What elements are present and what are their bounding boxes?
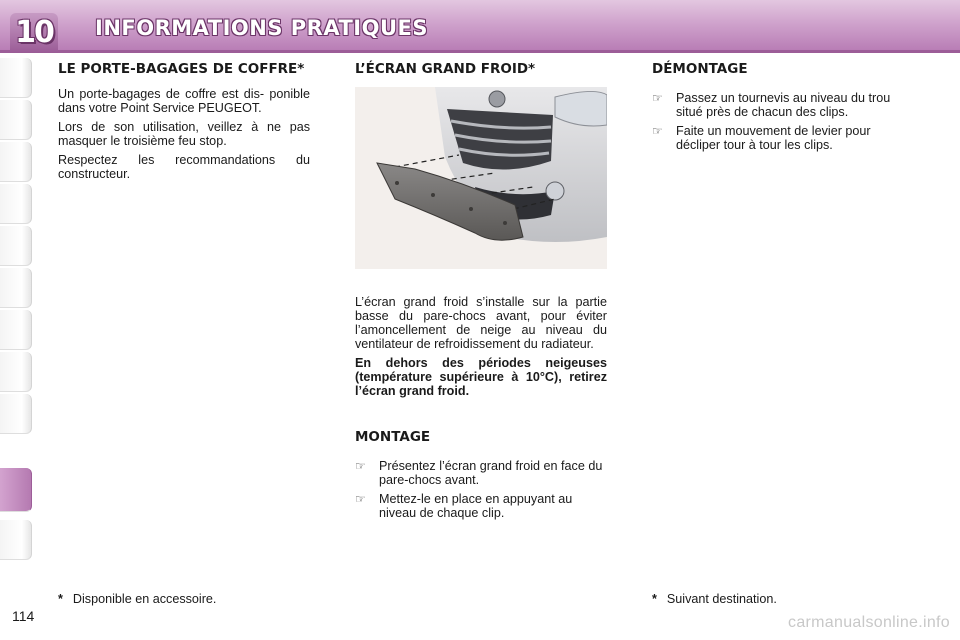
- side-tab-11[interactable]: [0, 520, 32, 560]
- column-ecran-grand-froid: [355, 60, 607, 525]
- heading-porte-bagages: LE PORTE-BAGAGES DE COFFRE*: [58, 61, 305, 77]
- footnote-accessoire: * Disponible en accessoire.: [58, 592, 217, 606]
- heading-demontage: DÉMONTAGE: [652, 61, 748, 77]
- side-tab-4[interactable]: [0, 184, 32, 224]
- paragraph: Un porte-bagages de coffre est dis- ponible dans votre Point Service PEUGEOT.: [58, 87, 310, 115]
- montage-list: [355, 459, 607, 520]
- car-front-drawing: [355, 87, 607, 269]
- list-item: ☞ Présentez l’écran grand froid en face du pare-chocs avant.: [355, 459, 603, 487]
- side-tab-8[interactable]: [0, 352, 32, 392]
- demontage-list: [652, 91, 904, 152]
- pointing-hand-icon: ☞: [355, 459, 366, 473]
- side-tab-6[interactable]: [0, 268, 32, 308]
- list-item: ☞ Faite un mouvement de levier pour décliper tour à tour les clips.: [652, 124, 871, 152]
- footnote-destination: * Suivant destination.: [652, 592, 777, 606]
- watermark: carmanualsonline.info: [788, 614, 950, 631]
- paragraph: Respectez les recommandations du constructeur.: [58, 153, 310, 181]
- grille-cover-illustration: [355, 87, 607, 269]
- side-tab-9[interactable]: [0, 394, 32, 434]
- heading-ecran-grand-froid: L’ÉCRAN GRAND FROID*: [355, 61, 536, 77]
- side-tab-7[interactable]: [0, 310, 32, 350]
- side-tab-2[interactable]: [0, 100, 32, 140]
- heading-montage: MONTAGE: [355, 429, 431, 445]
- page-title: INFORMATIONS PRATIQUES: [95, 16, 428, 40]
- list-item: ☞ Passez un tournevis au niveau du trou situé près de chacun des clips.: [652, 91, 891, 119]
- page-number: 114: [12, 608, 35, 624]
- side-tab-10-active[interactable]: [0, 468, 32, 512]
- paragraph-ecran-description: L’écran grand froid s’installe sur la partie basse du pare-chocs avant, pour éviter l’amoncellement de neige au niveau du ventilateur de refroidissement du radiateur.: [355, 295, 607, 351]
- list-item: ☞ Mettez-le en place en appuyant au niveau de chaque clip.: [355, 492, 573, 520]
- header-rule: [0, 50, 960, 53]
- side-tab-3[interactable]: [0, 142, 32, 182]
- chapter-number: 10: [15, 15, 53, 50]
- column-demontage: [652, 60, 904, 157]
- paragraph-ecran-warning: En dehors des périodes neigeuses (température supérieure à 10°C), retirez l’écran grand froid.: [355, 356, 607, 398]
- pointing-hand-icon: ☞: [652, 91, 663, 105]
- column-porte-bagages: [58, 60, 310, 186]
- paragraph: Lors de son utilisation, veillez à ne pas masquer le troisième feu stop.: [58, 120, 310, 148]
- side-tab-1[interactable]: [0, 58, 32, 98]
- side-tab-5[interactable]: [0, 226, 32, 266]
- chapter-side-tabs: [0, 58, 34, 578]
- pointing-hand-icon: ☞: [652, 124, 663, 138]
- pointing-hand-icon: ☞: [355, 492, 366, 506]
